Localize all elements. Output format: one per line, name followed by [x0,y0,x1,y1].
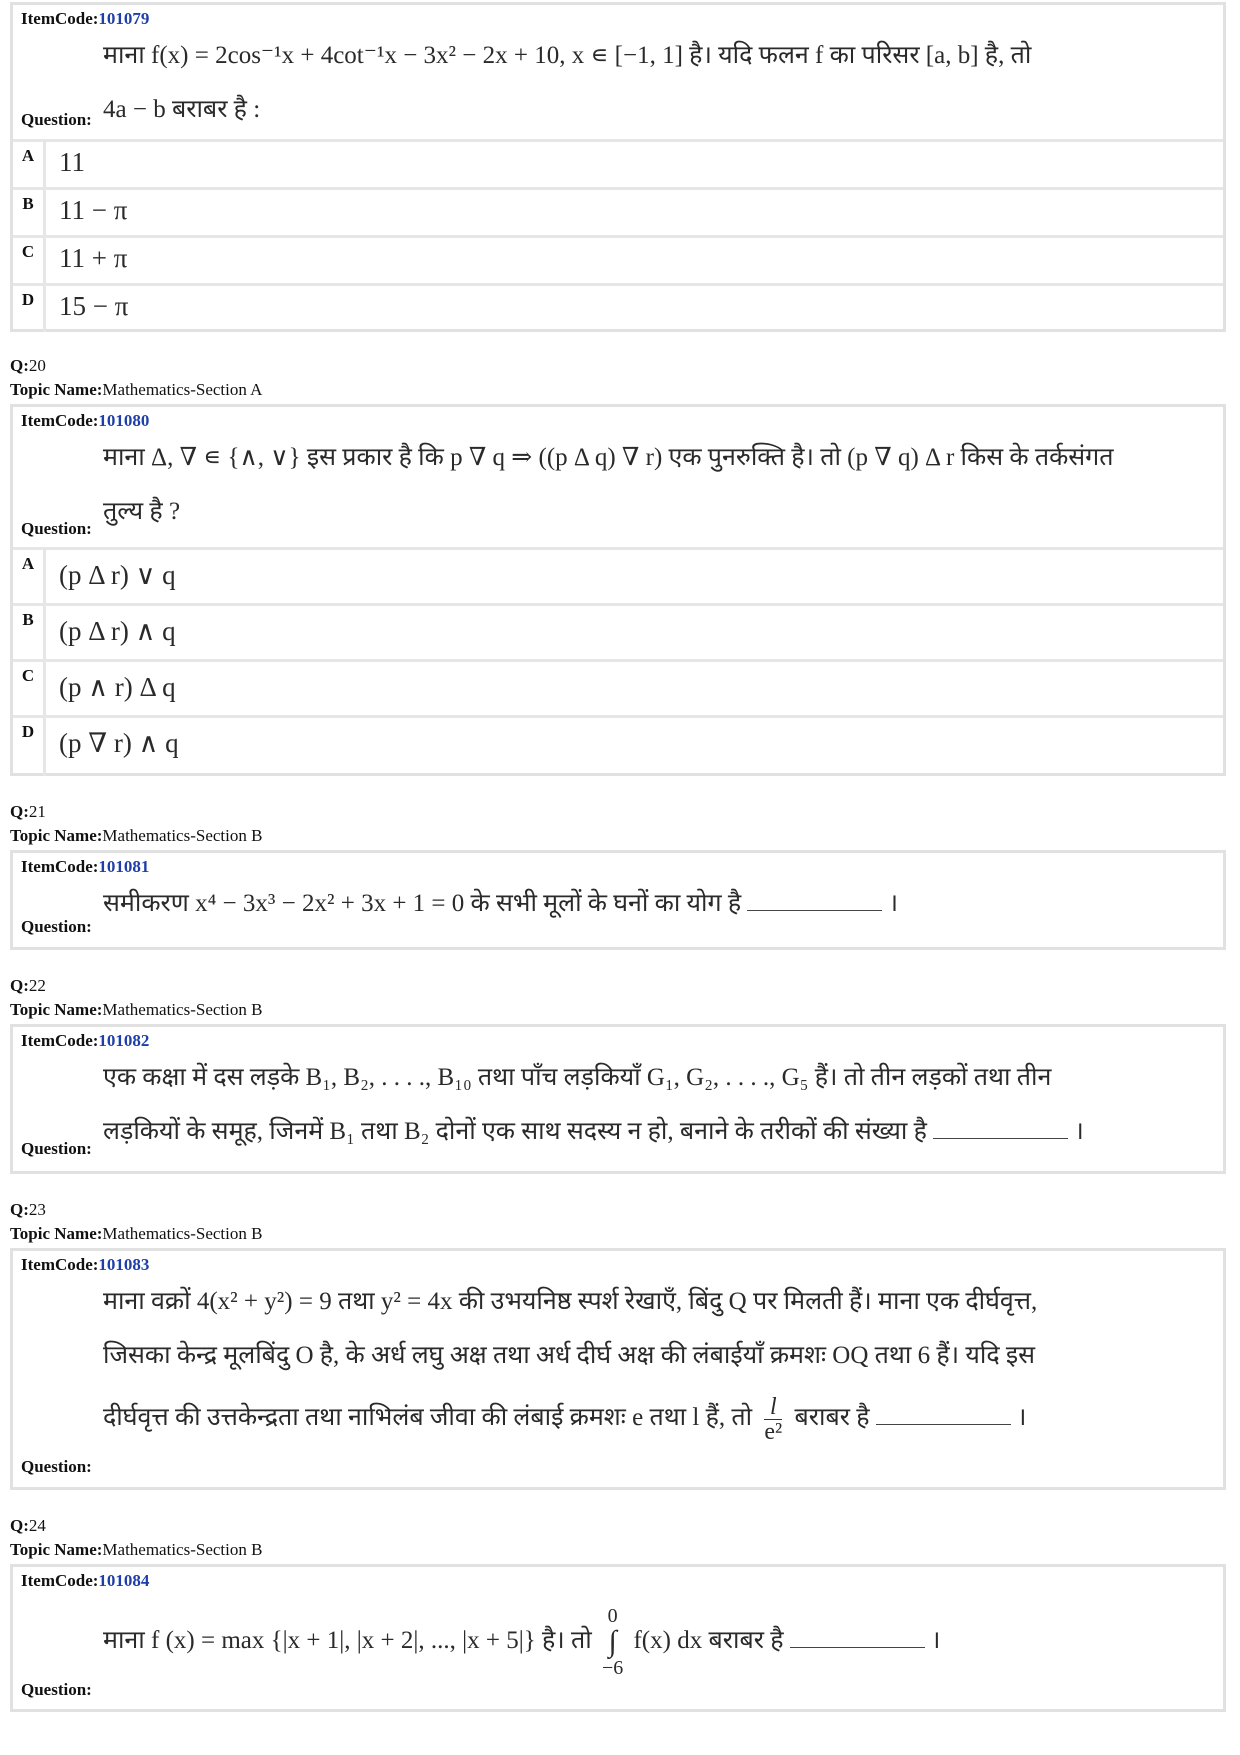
question-text-line: एक कक्षा में दस लड़के B₁, B₂, . . . ., B₁₀ तथा पाँच लड़कियाँ G₁, G₂, . . . ., G₅ हैं। तो तीन लड़कों तथा तीन [103,1064,1052,1091]
definite-integral: 0 ∫ −6 [601,1605,624,1680]
question-text-line: समीकरण x⁴ − 3x³ − 2x² + 3x + 1 = 0 के सभी मूलों के घनों का योग है । [103,890,899,917]
option-c[interactable] [13,235,1223,284]
question-number: Q:22 [10,976,46,995]
option-letter: B [13,606,46,659]
option-value: 15 − π [59,291,129,321]
question-text-line: माना f (x) = max {|x + 1|, |x + 2|, ..., |x + 5|} है। तो 0 ∫ −6 f(x) dx बराबर है । [103,1605,941,1680]
item-code: ItemCode:101084 [21,1571,150,1590]
question-label: Question: [21,519,92,538]
question-label: Question: [21,917,92,936]
question-text-line: माना Δ, ∇ ∊ {∧, ∨} इस प्रकार है कि p ∇ q ⇒ ((p Δ q) ∇ r) एक पुनरुक्ति है। तो (p ∇ q) Δ r किस के तर्कसंगत [103,444,1114,471]
item-code: ItemCode:101083 [21,1255,150,1274]
option-value: 11 − π [59,195,128,225]
answer-blank[interactable] [790,1625,925,1648]
option-b[interactable] [13,187,1223,236]
question-label: Question: [21,1139,92,1158]
topic-name: Topic Name:Mathematics-Section B [10,1540,263,1559]
question-text-line: माना वक्रों 4(x² + y²) = 9 तथा y² = 4x की उभयनिष्ठ स्पर्श रेखाएँ, बिंदु Q पर मिलती हैं। माना एक दीर्घवृत्त, [103,1288,1038,1315]
question-text-line: माना f(x) = 2cos⁻¹x + 4cot⁻¹x − 3x² − 2x + 10, x ∊ [−1, 1] है। यदि फलन f का परिसर [a, b] है, तो [103,42,1032,69]
question-card-21 [10,850,1226,950]
question-number: Q:21 [10,802,46,821]
question-number: Q:24 [10,1516,46,1535]
question-text-line: लड़कियों के समूह, जिनमें B₁ तथा B₂ दोनों एक साथ सदस्य न हो, बनाने के तरीकों की संख्या है । [103,1118,1084,1145]
option-c[interactable] [13,659,1223,715]
question-number: Q:20 [10,356,46,375]
option-d[interactable] [13,715,1223,776]
item-code: ItemCode:101079 [21,9,150,28]
option-letter: B [13,190,46,236]
option-letter: D [13,718,46,776]
topic-name: Topic Name:Mathematics-Section B [10,1224,263,1243]
answer-blank[interactable] [876,1402,1011,1425]
option-value: (p ∧ r) Δ q [59,672,176,702]
question-label: Question: [21,1680,92,1699]
option-a[interactable] [13,547,1223,603]
item-code: ItemCode:101081 [21,857,150,876]
topic-name: Topic Name:Mathematics-Section B [10,826,263,845]
question-card-20 [10,404,1226,776]
question-text-line: जिसका केन्द्र मूलबिंदु O है, के अर्ध लघु अक्ष तथा अर्ध दीर्घ अक्ष की लंबाईयाँ क्रमशः OQ तथा 6 हैं। यदि इस [103,1342,1036,1369]
item-code: ItemCode:101080 [21,411,150,430]
answer-blank[interactable] [747,888,882,911]
question-card-22 [10,1024,1226,1174]
option-b[interactable] [13,603,1223,659]
question-card-19 [10,2,1226,332]
option-letter: A [13,142,46,188]
option-letter: C [13,662,46,715]
answer-blank[interactable] [933,1116,1068,1139]
topic-name: Topic Name:Mathematics-Section B [10,1000,263,1019]
question-text-line: 4a − b बराबर है : [103,96,261,123]
fraction: $\frac{l}{\text{e²}}$ [764,1393,783,1445]
question-card-24 [10,1564,1226,1712]
option-value: 11 + π [59,243,128,273]
item-code: ItemCode:101082 [21,1031,150,1050]
option-value: 11 [59,147,85,177]
topic-name: Topic Name:Mathematics-Section A [10,380,263,399]
option-value: (p ∇ r) ∧ q [59,728,179,758]
question-label: Question: [21,1457,92,1476]
option-d[interactable] [13,283,1223,332]
option-a[interactable] [13,139,1223,188]
option-letter: A [13,550,46,603]
option-value: (p Δ r) ∨ q [59,560,176,590]
option-value: (p Δ r) ∧ q [59,616,176,646]
question-number: Q:23 [10,1200,46,1219]
question-text-line: दीर्घवृत्त की उत्तकेन्द्रता तथा नाभिलंब जीवा की लंबाई क्रमशः e तथा l हैं, तो $\frac{l}{\text{e²}}$ बराबर है । [103,1393,1027,1445]
question-text-line: तुल्य है ? [103,498,181,525]
question-label: Question: [21,110,92,129]
option-letter: D [13,286,46,332]
option-letter: C [13,238,46,284]
question-card-23 [10,1248,1226,1490]
